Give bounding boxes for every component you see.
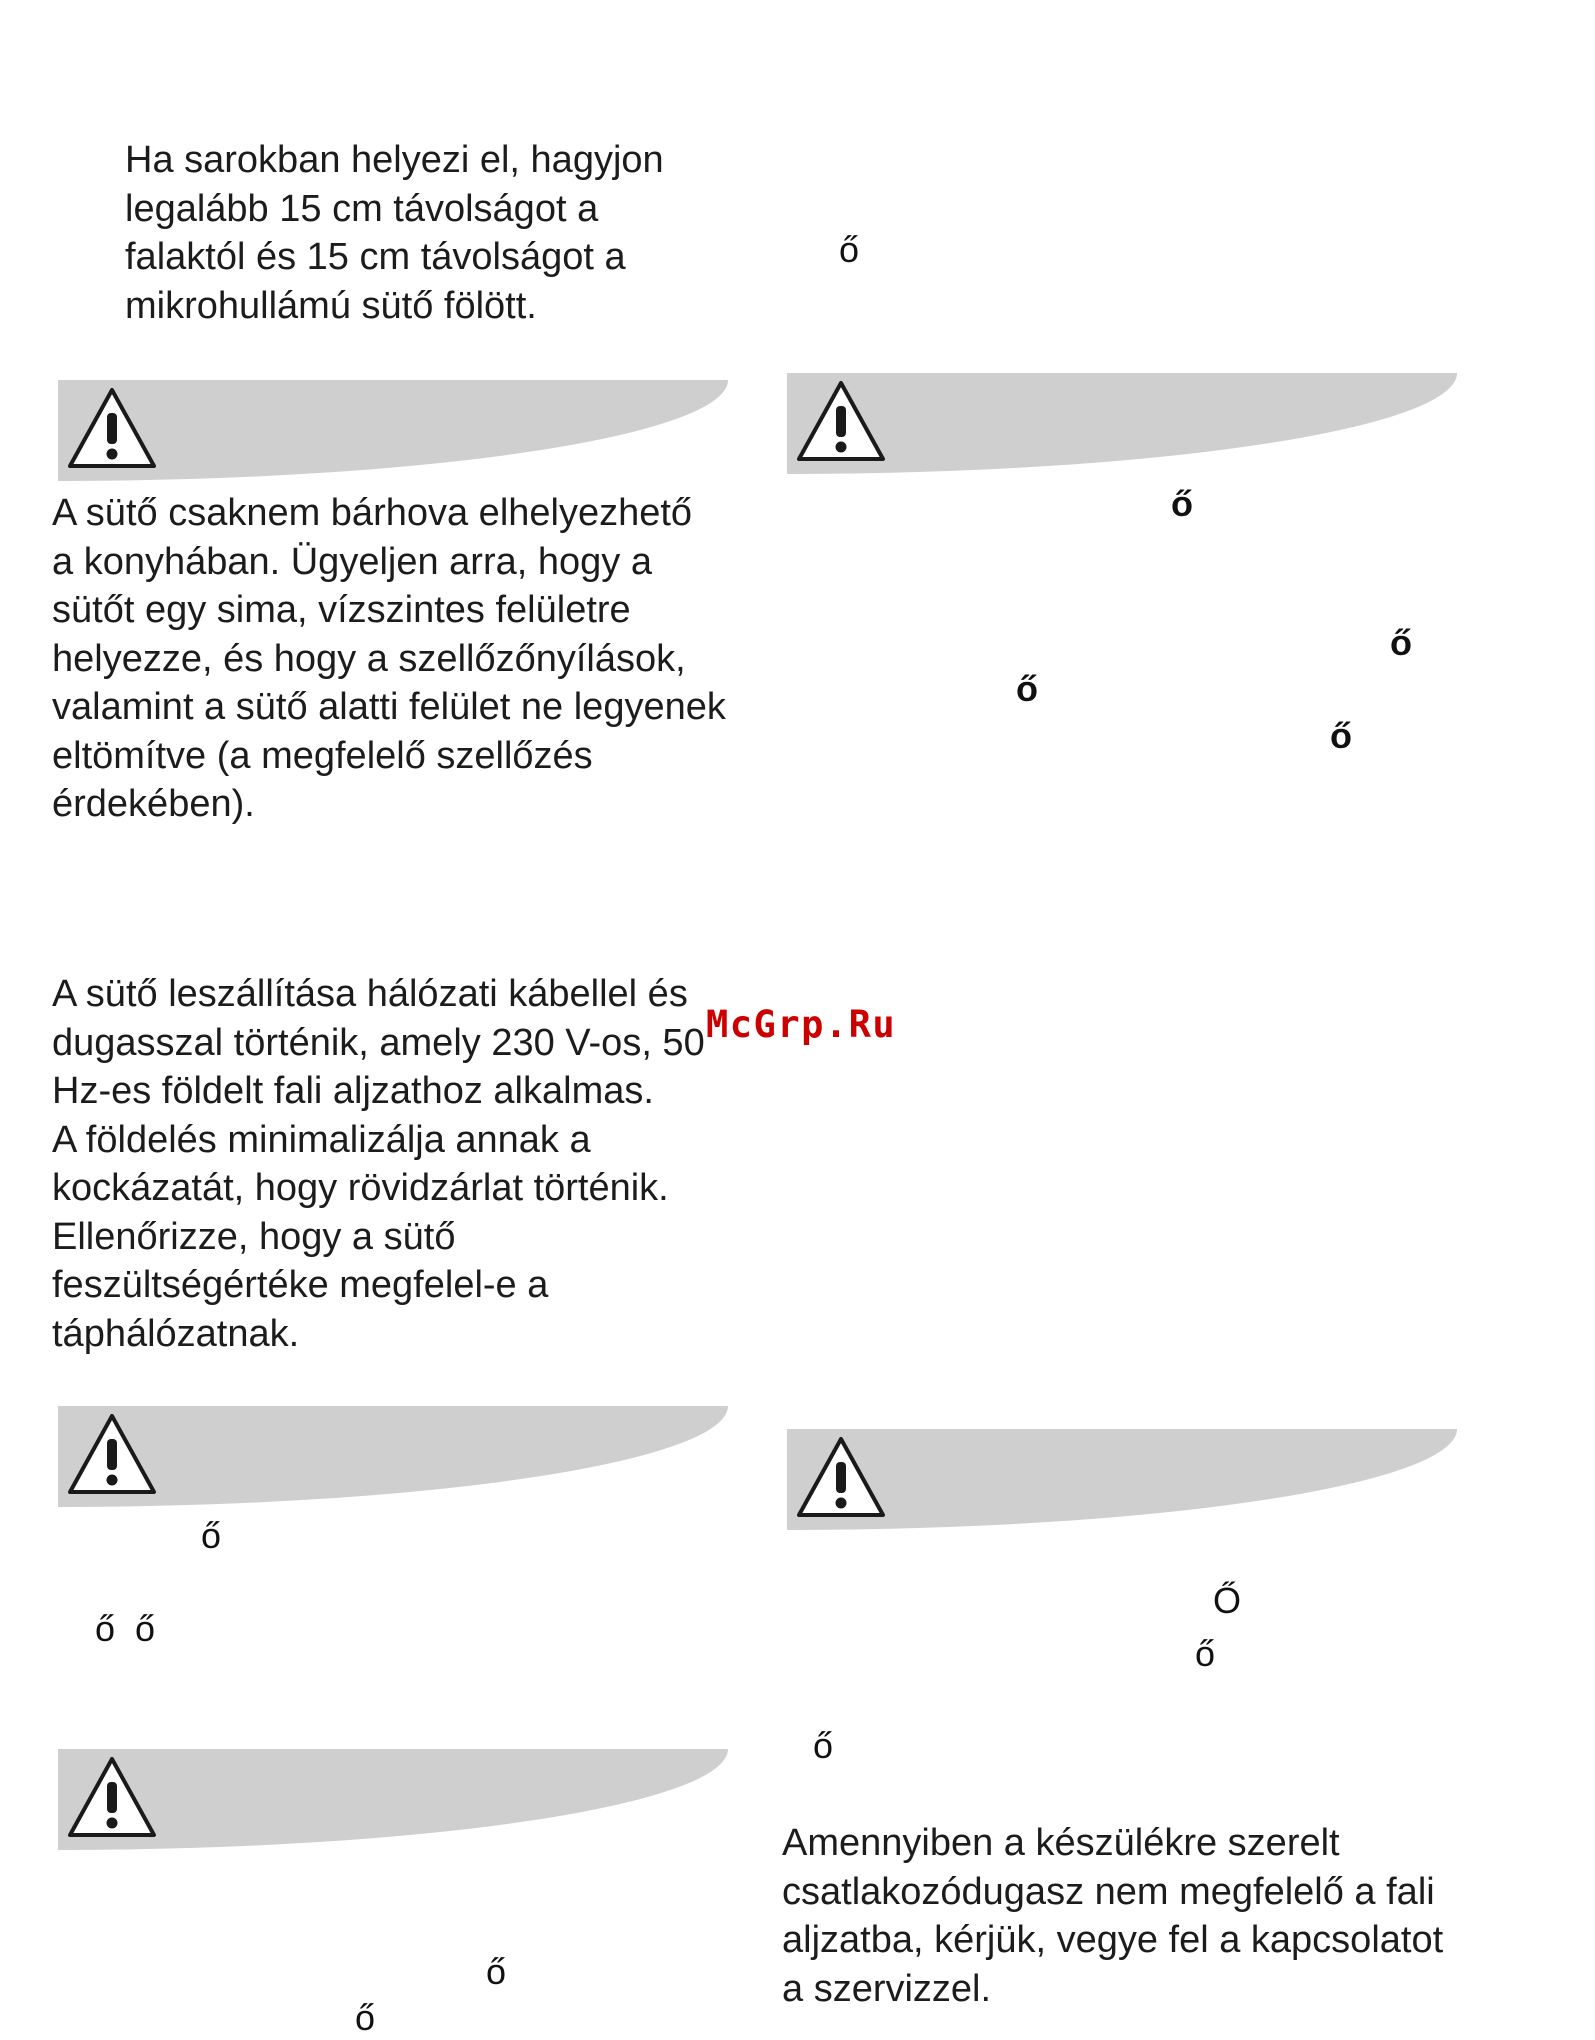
warning-triangle-icon — [795, 1435, 887, 1521]
plug-service-text: Amennyiben a készülékre szerelt csatlakozódugasz nem megfelelő a fali aljzatba, kérjük, vegye fel a kapcsolatot a szervizzel. — [782, 1822, 1444, 2010]
text-fragment: ő ő — [95, 1608, 156, 1649]
warning-triangle-icon — [795, 379, 887, 465]
text-fragment: ő — [1171, 483, 1193, 524]
warning-triangle-icon — [66, 1755, 158, 1841]
warning-banner — [58, 1406, 728, 1507]
text-fragment: ő — [1330, 715, 1352, 756]
corner-placement-text: Ha sarokban helyezi el, hagyjon legalább 15 cm távolságot a falaktól és 15 cm távolságot a mikrohullámú sütő fölött. — [125, 139, 664, 327]
warning-triangle-icon — [66, 1412, 158, 1498]
text-fragment: ő — [1195, 1633, 1216, 1674]
text-fragment: ő — [1390, 622, 1412, 663]
text-fragment: ő — [355, 1997, 376, 2038]
warning-banner — [58, 380, 728, 481]
warning-banner — [787, 1429, 1457, 1530]
text-fragment: ő — [486, 1951, 507, 1992]
warning-banner — [787, 373, 1457, 474]
watermark: McGrp.Ru — [706, 1003, 897, 1046]
text-fragment: Ő — [1213, 1580, 1242, 1621]
text-fragment: ő — [813, 1725, 834, 1766]
text-fragment: ő — [201, 1515, 222, 1556]
warning-triangle-icon — [66, 386, 158, 472]
text-fragment: ő — [1016, 668, 1038, 709]
warning-banner — [58, 1749, 728, 1850]
placement-text: A sütő csaknem bárhova elhelyezhető a konyhában. Ügyeljen arra, hogy a sütőt egy sima, vízszintes felületre helyezze, és hogy a szellőzőnyílások, valamint a sütő alatti felület ne legyenek eltömítve (a megfelelő szellőzés érdekében). — [52, 492, 726, 825]
power-supply-text: A sütő leszállítása hálózati kábellel és dugasszal történik, amely 230 V-os, 50 Hz-es földelt fali aljzathoz alkalmas. A földelés minimalizálja annak a kockázatát, hogy rövidzárlat történik. Ellenőrizze, hogy a sütő feszültségértéke megfelel-e a táphálózatnak. — [52, 973, 705, 1355]
text-fragment: ő — [839, 229, 860, 270]
